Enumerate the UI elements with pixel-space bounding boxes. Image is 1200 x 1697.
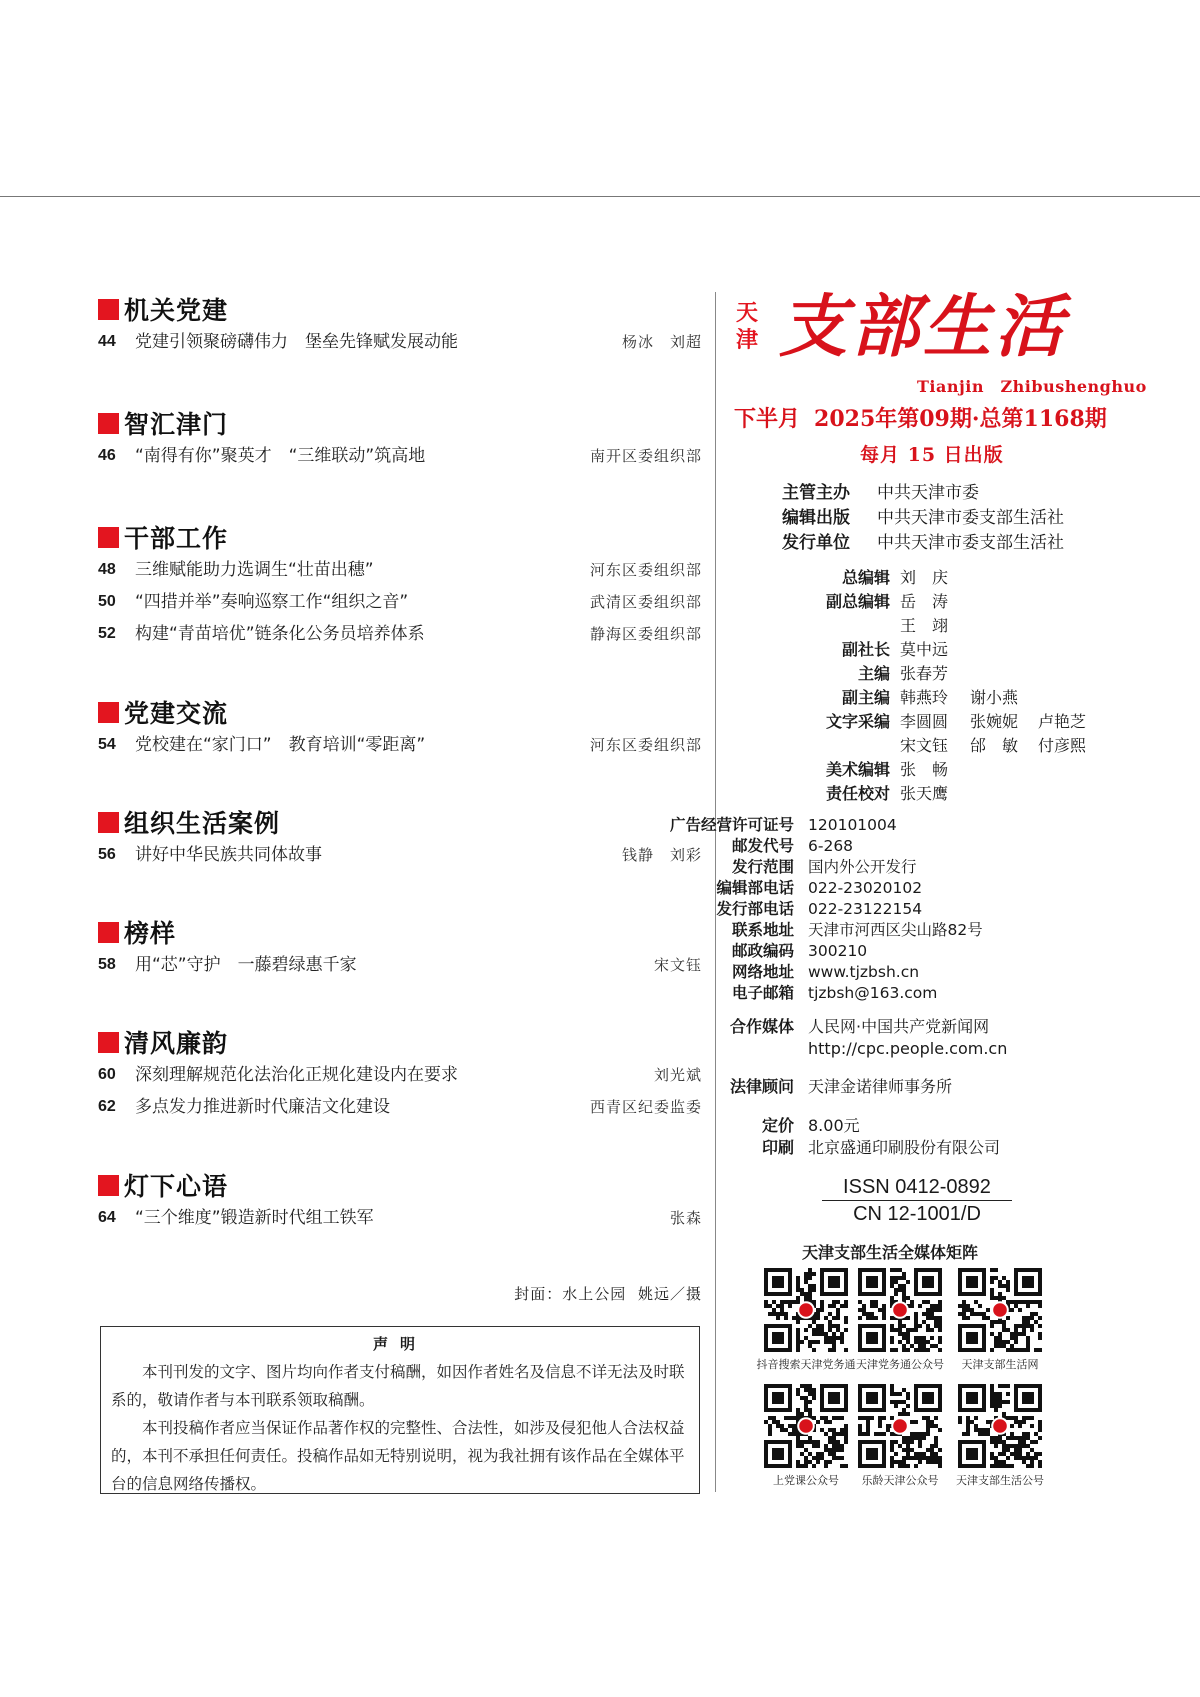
publisher-row bbox=[782, 528, 1102, 553]
masthead-tianjin: 天津 bbox=[736, 300, 759, 353]
page-number: 52 bbox=[98, 625, 116, 642]
staff-row bbox=[700, 686, 1100, 710]
section-title: 榜样 bbox=[124, 919, 177, 948]
price-value: 8.00元 bbox=[808, 1116, 860, 1135]
staff-name: 张婉妮 bbox=[970, 712, 1019, 731]
qr-code-label: 天津支部生活公号 bbox=[956, 1474, 1044, 1487]
toc-entry[interactable] bbox=[98, 729, 702, 761]
page-number: 62 bbox=[98, 1098, 116, 1115]
toc-entry[interactable] bbox=[98, 949, 702, 981]
issn-number: ISSN 0412-0892 bbox=[822, 1174, 1012, 1201]
article-title: “四措并举”奏响巡察工作“组织之音” bbox=[135, 592, 409, 612]
article-author: 静海区委组织部 bbox=[589, 625, 702, 643]
info-key: 网络地址 bbox=[731, 963, 794, 981]
info-value: 6-268 bbox=[808, 837, 854, 855]
page-number: 44 bbox=[98, 333, 116, 350]
staff-row bbox=[700, 590, 1100, 614]
article-author: 河东区委组织部 bbox=[589, 736, 702, 754]
toc-section bbox=[98, 1025, 702, 1123]
publisher-row bbox=[782, 478, 1102, 503]
staff-name: 莫中远 bbox=[900, 640, 949, 659]
info-row bbox=[700, 983, 1100, 1004]
printer-value: 北京盛通印刷股份有限公司 bbox=[808, 1138, 1001, 1157]
info-value: tjzbsh@163.com bbox=[808, 984, 938, 1002]
staff-name: 付彦熙 bbox=[1038, 736, 1087, 755]
cn-number: CN 12-1001/D bbox=[853, 1203, 981, 1225]
article-title: “三个维度”锻造新时代组工铁军 bbox=[135, 1208, 374, 1228]
info-key: 广告经营许可证号 bbox=[669, 816, 794, 834]
page-number: 64 bbox=[98, 1209, 116, 1226]
staff-role: 副总编辑 bbox=[825, 592, 890, 611]
staff-name: 邰 敏 bbox=[970, 736, 1019, 755]
red-square-icon bbox=[98, 922, 119, 943]
publisher-value: 中共天津市委支部生活社 bbox=[877, 508, 1064, 528]
printer bbox=[700, 1136, 1100, 1160]
toc-entry[interactable] bbox=[98, 1202, 702, 1234]
article-title: 用“芯”守护 一藤碧绿惠千家 bbox=[135, 955, 357, 975]
toc-entry[interactable] bbox=[98, 618, 702, 650]
qr-code-icon[interactable] bbox=[764, 1268, 848, 1352]
staff-row bbox=[700, 614, 1100, 638]
staff-row bbox=[700, 758, 1100, 782]
partner-url: http://cpc.people.com.cn bbox=[808, 1039, 1008, 1058]
staff-row bbox=[700, 566, 1100, 590]
page-number: 46 bbox=[98, 447, 116, 464]
red-square-icon bbox=[98, 1175, 119, 1196]
section-heading bbox=[98, 695, 702, 729]
notice-paragraph: 本刊投稿作者应当保证作品著作权的完整性、合法性，如涉及侵犯他人合法权益的，本刊不承担任何责任。投稿作品如无特别说明，视为我社拥有该作品在全媒体平台的信息网络传播权。 bbox=[111, 1419, 685, 1493]
staff-role: 主编 bbox=[857, 664, 890, 683]
publisher-value: 中共天津市委支部生活社 bbox=[877, 533, 1064, 553]
info-key: 电子邮箱 bbox=[731, 984, 794, 1002]
publisher-row bbox=[782, 503, 1102, 528]
toc-entry[interactable] bbox=[98, 586, 702, 618]
page-number: 58 bbox=[98, 956, 116, 973]
masthead-pinyin: Tianjin Zhibushenghuo bbox=[917, 377, 1147, 396]
publisher-block bbox=[782, 478, 1102, 553]
section-heading bbox=[98, 406, 702, 440]
article-title: 构建“青苗培优”链条化公务员培养体系 bbox=[135, 624, 425, 644]
issue-line bbox=[734, 402, 1107, 433]
printer-key: 印刷 bbox=[761, 1138, 794, 1157]
article-title: 多点发力推进新时代廉洁文化建设 bbox=[135, 1097, 390, 1117]
publisher-key: 发行单位 bbox=[782, 533, 850, 553]
publisher-value: 中共天津市委 bbox=[877, 483, 979, 503]
info-value: 022-23122154 bbox=[808, 900, 923, 918]
toc-entry[interactable] bbox=[98, 839, 702, 871]
toc-entry[interactable] bbox=[98, 440, 702, 472]
partner-media bbox=[700, 1015, 1100, 1063]
info-row bbox=[700, 962, 1100, 983]
masthead-title: 支部生活 bbox=[779, 287, 1068, 367]
staff-row bbox=[700, 638, 1100, 662]
half-month-label: 下半月 bbox=[734, 407, 801, 432]
cover-label: 封面：水上公园 bbox=[514, 1285, 627, 1303]
staff-role: 总编辑 bbox=[841, 568, 890, 587]
toc-section bbox=[98, 292, 702, 358]
qr-code-label: 上党课公众号 bbox=[773, 1474, 839, 1487]
qr-code-icon[interactable] bbox=[958, 1384, 1042, 1468]
info-value: 022-23020102 bbox=[808, 879, 923, 897]
article-author: 宋文钰 bbox=[653, 956, 702, 974]
partner-key: 合作媒体 bbox=[729, 1017, 794, 1036]
info-value: 300210 bbox=[808, 942, 868, 960]
staff-role: 文字采编 bbox=[825, 712, 890, 731]
notice-title: 声明 bbox=[372, 1335, 427, 1353]
red-square-icon bbox=[98, 1032, 119, 1053]
section-title: 党建交流 bbox=[124, 699, 229, 728]
staff-name: 张 畅 bbox=[900, 760, 949, 779]
staff-row bbox=[700, 710, 1100, 734]
legal-key: 法律顾问 bbox=[729, 1077, 794, 1096]
section-title: 组织生活案例 bbox=[124, 809, 281, 838]
qr-code-icon[interactable] bbox=[764, 1384, 848, 1468]
article-author: 钱静 刘彩 bbox=[621, 846, 702, 864]
article-author: 张森 bbox=[669, 1209, 702, 1227]
section-title: 智汇津门 bbox=[124, 410, 229, 439]
article-author: 西青区纪委监委 bbox=[589, 1098, 702, 1116]
info-row bbox=[700, 899, 1100, 920]
toc-section bbox=[98, 915, 702, 981]
copyright-notice bbox=[100, 1326, 700, 1494]
qr-code-label: 抖音搜索天津党务通 bbox=[756, 1358, 856, 1371]
qr-code-label: 乐龄天津公众号 bbox=[861, 1474, 939, 1487]
staff-row bbox=[700, 782, 1100, 806]
article-title: 三维赋能助力选调生“壮苗出穗” bbox=[135, 560, 374, 580]
staff-name: 谢小燕 bbox=[970, 688, 1019, 707]
staff-row bbox=[700, 734, 1100, 758]
article-title: “南得有你”聚英才 “三维联动”筑高地 bbox=[135, 446, 426, 466]
qr-code-icon[interactable] bbox=[958, 1268, 1042, 1352]
staff-name: 韩燕玲 bbox=[900, 688, 949, 707]
staff-name: 李圆圆 bbox=[900, 712, 949, 731]
notice-paragraph: 本刊刊发的文字、图片均向作者支付稿酬，如因作者姓名及信息不详无法及时联系的，敬请作者与本刊联系领取稿酬。 bbox=[111, 1363, 685, 1409]
cover-credit bbox=[508, 1283, 702, 1304]
article-author: 武清区委组织部 bbox=[589, 593, 702, 611]
section-heading bbox=[98, 1168, 702, 1202]
page-number: 54 bbox=[98, 736, 116, 753]
toc-section bbox=[98, 1168, 702, 1234]
article-author: 刘光斌 bbox=[653, 1066, 702, 1084]
red-square-icon bbox=[98, 299, 119, 320]
section-heading bbox=[98, 805, 702, 839]
staff-name: 卢艳芝 bbox=[1038, 712, 1087, 731]
staff-role: 副社长 bbox=[841, 640, 890, 659]
info-key: 发行范围 bbox=[731, 858, 794, 876]
info-value: www.tjzbsh.cn bbox=[808, 963, 920, 981]
info-row bbox=[700, 857, 1100, 878]
info-row bbox=[700, 920, 1100, 941]
info-key: 编辑部电话 bbox=[716, 879, 794, 897]
staff-name: 岳 涛 bbox=[900, 592, 949, 611]
info-row bbox=[700, 836, 1100, 857]
toc-section bbox=[98, 406, 702, 472]
issn-block bbox=[822, 1174, 1012, 1227]
toc-section bbox=[98, 520, 702, 650]
toc-section bbox=[98, 695, 702, 761]
page-number: 56 bbox=[98, 846, 116, 863]
info-key: 联系地址 bbox=[731, 921, 794, 939]
info-value: 120101004 bbox=[808, 816, 897, 834]
qr-code-label: 天津党务通公众号 bbox=[856, 1358, 944, 1371]
staff-name: 刘 庆 bbox=[900, 568, 949, 587]
price bbox=[700, 1114, 1100, 1138]
toc-entry[interactable] bbox=[98, 1091, 702, 1123]
info-key: 发行部电话 bbox=[716, 900, 794, 918]
staff-role: 副主编 bbox=[841, 688, 890, 707]
staff-role: 美术编辑 bbox=[825, 760, 890, 779]
staff-block bbox=[700, 566, 1100, 806]
qr-code-label: 天津支部生活网 bbox=[961, 1358, 1039, 1371]
publisher-key: 主管主办 bbox=[782, 483, 850, 503]
partner-name: 人民网·中国共产党新闻网 bbox=[808, 1017, 990, 1036]
media-matrix-title: 天津支部生活全媒体矩阵 bbox=[801, 1243, 978, 1262]
section-title: 干部工作 bbox=[124, 524, 229, 553]
staff-name: 张春芳 bbox=[900, 664, 949, 683]
red-square-icon bbox=[98, 413, 119, 434]
red-square-icon bbox=[98, 702, 119, 723]
red-square-icon bbox=[98, 812, 119, 833]
price-key: 定价 bbox=[761, 1116, 794, 1135]
legal-value: 天津金诺律师事务所 bbox=[808, 1077, 953, 1096]
article-title: 深刻理解规范化法治化正规化建设内在要求 bbox=[135, 1065, 458, 1085]
section-heading bbox=[98, 1025, 702, 1059]
info-row bbox=[669, 815, 1100, 836]
publisher-key: 编辑出版 bbox=[782, 508, 850, 528]
info-value: 国内外公开发行 bbox=[808, 858, 917, 876]
toc-section bbox=[98, 805, 702, 871]
article-title: 党建引领聚磅礴伟力 堡垒先锋赋发展动能 bbox=[135, 332, 458, 352]
section-title: 清风廉韵 bbox=[124, 1029, 229, 1058]
article-title: 讲好中华民族共同体故事 bbox=[135, 845, 322, 865]
red-square-icon bbox=[98, 527, 119, 548]
toc-entry[interactable] bbox=[98, 1059, 702, 1091]
cover-photographer: 姚远／摄 bbox=[637, 1285, 702, 1303]
info-row bbox=[700, 941, 1100, 962]
page-number: 48 bbox=[98, 561, 116, 578]
qr-code-icon[interactable] bbox=[858, 1268, 942, 1352]
toc-entry[interactable] bbox=[98, 554, 702, 586]
article-author: 南开区委组织部 bbox=[589, 447, 702, 465]
toc-entry[interactable] bbox=[98, 326, 702, 358]
staff-name: 宋文钰 bbox=[900, 736, 949, 755]
article-title: 党校建在“家门口” 教育培训“零距离” bbox=[135, 735, 426, 755]
staff-name: 王 翊 bbox=[900, 616, 949, 635]
publish-date: 每月 15 日出版 bbox=[860, 444, 1004, 466]
page-number: 60 bbox=[98, 1066, 116, 1083]
section-heading bbox=[98, 292, 702, 326]
issue-number: 2025年第09期·总第1168期 bbox=[814, 406, 1107, 432]
staff-role: 责任校对 bbox=[825, 784, 890, 803]
legal-advisor bbox=[700, 1075, 1100, 1099]
info-value: 天津市河西区尖山路82号 bbox=[808, 921, 983, 939]
staff-row bbox=[700, 662, 1100, 686]
info-key: 邮发代号 bbox=[731, 837, 794, 855]
article-author: 杨冰 刘超 bbox=[621, 333, 702, 351]
section-title: 机关党建 bbox=[124, 296, 229, 325]
section-heading bbox=[98, 520, 702, 554]
section-title: 灯下心语 bbox=[124, 1172, 229, 1201]
top-rule bbox=[0, 196, 1200, 197]
staff-name: 张天鹰 bbox=[900, 784, 949, 803]
qr-code-icon[interactable] bbox=[858, 1384, 942, 1468]
info-key: 邮政编码 bbox=[731, 942, 794, 960]
page-number: 50 bbox=[98, 593, 116, 610]
info-row bbox=[700, 878, 1100, 899]
article-author: 河东区委组织部 bbox=[589, 561, 702, 579]
section-heading bbox=[98, 915, 702, 949]
